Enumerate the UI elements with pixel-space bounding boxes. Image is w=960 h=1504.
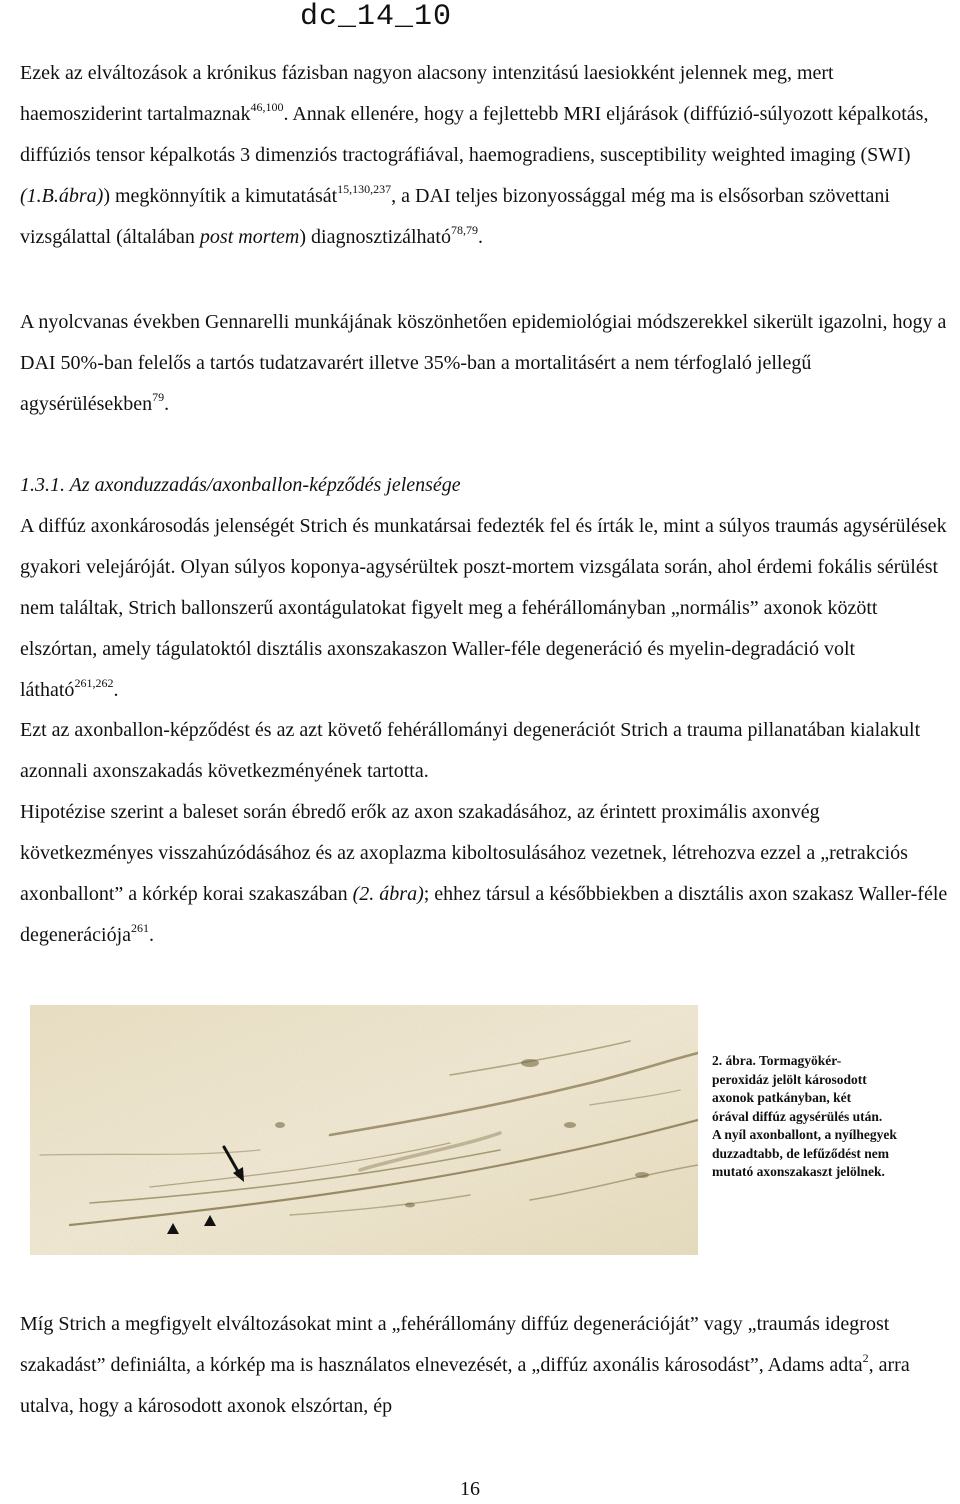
caption-line: duzzadtabb, de lefűződést nem	[712, 1145, 890, 1161]
p1-text-5: ) diagnosztizálható	[299, 226, 451, 248]
p2-text-2: .	[164, 393, 170, 415]
citation-superscript: 79	[152, 390, 165, 404]
p5-text-1: Hipotézise szerint a baleset során ébredő erők az axon szakadásához, az érintett proximális axonvég következményes visszahúzódásához és az axoplazma kiboltosulásához vezetnek, létrehozva ezzel a „retrakciós axonballont” a kórkép korai szakaszában	[20, 801, 908, 905]
document-id-header: dc_14_10	[300, 0, 453, 34]
figure-reference-2: (2. ábra)	[352, 883, 424, 905]
p1-text-3: ) megkönnyítik a kimutatását	[103, 185, 338, 207]
p3-text-2: .	[113, 679, 119, 701]
paragraph-hypothesis	[20, 792, 950, 956]
p5-text-3: .	[149, 924, 155, 946]
p1-text-4: , a DAI teljes bizonyossággal még ma is elsősorban szövettani vizsgálattal (általában	[20, 185, 890, 248]
micrograph-image	[30, 1005, 698, 1255]
p2-text-1: A nyolcvanas években Gennarelli munkájának köszönhetően epidemiológiai módszerekkel sikerült igazolni, hogy a DAI 50%-ban felelős a tartós tudatzavarért illetve 35%-ban a mortalitásért a nem térfoglaló jellegű agysérülésekben	[20, 311, 947, 415]
caption-line: mutató axonszakaszt jelölnek.	[712, 1164, 885, 1179]
paragraph-mri-diagnosis	[20, 53, 950, 258]
p1-text-2: . Annak ellenére, hogy a fejlettebb MRI eljárások (diffúzió-súlyozott képalkotás, diffúziós tensor képalkotás 3 dimenziós tractográfiával, haemogradiens, susceptibility weighted imaging (SWI)	[20, 103, 929, 166]
section-heading: 1.3.1. Az axonduzzadás/axonballon-képződés jelensége	[20, 474, 461, 496]
micrograph-figure	[30, 1005, 698, 1255]
paragraph-gennarelli	[20, 302, 950, 425]
citation-superscript: 261	[131, 921, 150, 935]
p6-text-1: Míg Strich a megfigyelt elváltozásokat mint a „fehérállomány diffúz degenerációját” vagy „traumás idegrost szakadást” definiálta, a kórkép ma is használatos elnevezését, a „diffúz axonális károsodást”, Adams adta	[20, 1313, 890, 1376]
paragraph-strich-discovery	[20, 506, 950, 711]
post-mortem-italic: post mortem	[199, 226, 300, 248]
p5-text-2: ; ehhez társul a későbbiekben a disztális axon szakasz Waller-féle degenerációja	[20, 883, 948, 946]
p1-text-6: .	[478, 226, 483, 248]
p1-text-1: Ezek az elváltozások a krónikus fázisban nagyon alacsony intenzitású laesiokként jelennek meg, mert haemosziderint tartalmaznak	[20, 62, 834, 125]
p6-text-2: , arra utalva, hogy a károsodott axonok elszórtan, ép	[20, 1354, 910, 1417]
page-number: 16	[460, 1478, 480, 1500]
caption-line: órával diffúz agysérülés után.	[712, 1108, 883, 1124]
caption-line: 2. ábra. Tormagyökér-	[712, 1053, 842, 1068]
figure-caption	[712, 1052, 958, 1182]
p3-text-1: A diffúz axonkárosodás jelenségét Strich és munkatársai fedezték fel és írták le, mint a súlyos traumás agysérülések gyakori velejáróját. Olyan súlyos koponya-agysérültek poszt-mortem vizsgálata során, ahol érdemi fokális sérülést nem találtak, Strich ballonszerű axontágulatokat figyelt meg a fehérállományban „normális” axonok között elszórtan, amely tágulatoktól disztális axonszakaszon Waller-féle degeneráció és myelin-degradáció volt látható	[20, 515, 947, 701]
caption-line: axonok patkányban, két	[712, 1090, 852, 1105]
paragraph-axonballoon	[20, 710, 950, 792]
p4-text-1: Ezt az axonballon-képződést és az azt követő fehérállományi degenerációt Strich a trauma pillanatában kialakult azonnali axonszakadás következményének tartotta.	[20, 719, 921, 782]
paragraph-terminology	[20, 1304, 950, 1427]
citation-superscript: 261,262	[74, 676, 114, 690]
citation-superscript: 2	[862, 1351, 869, 1365]
caption-line: A nyíl axonballont, a nyílhegyek	[712, 1127, 897, 1142]
citation-superscript: 46,100	[250, 100, 284, 114]
caption-line: peroxidáz jelölt károsodott	[712, 1071, 867, 1087]
citation-superscript: 78,79	[451, 223, 478, 237]
figure-reference-1b: (1.B.ábra)	[20, 185, 104, 207]
citation-superscript: 15,130,237	[337, 182, 392, 196]
